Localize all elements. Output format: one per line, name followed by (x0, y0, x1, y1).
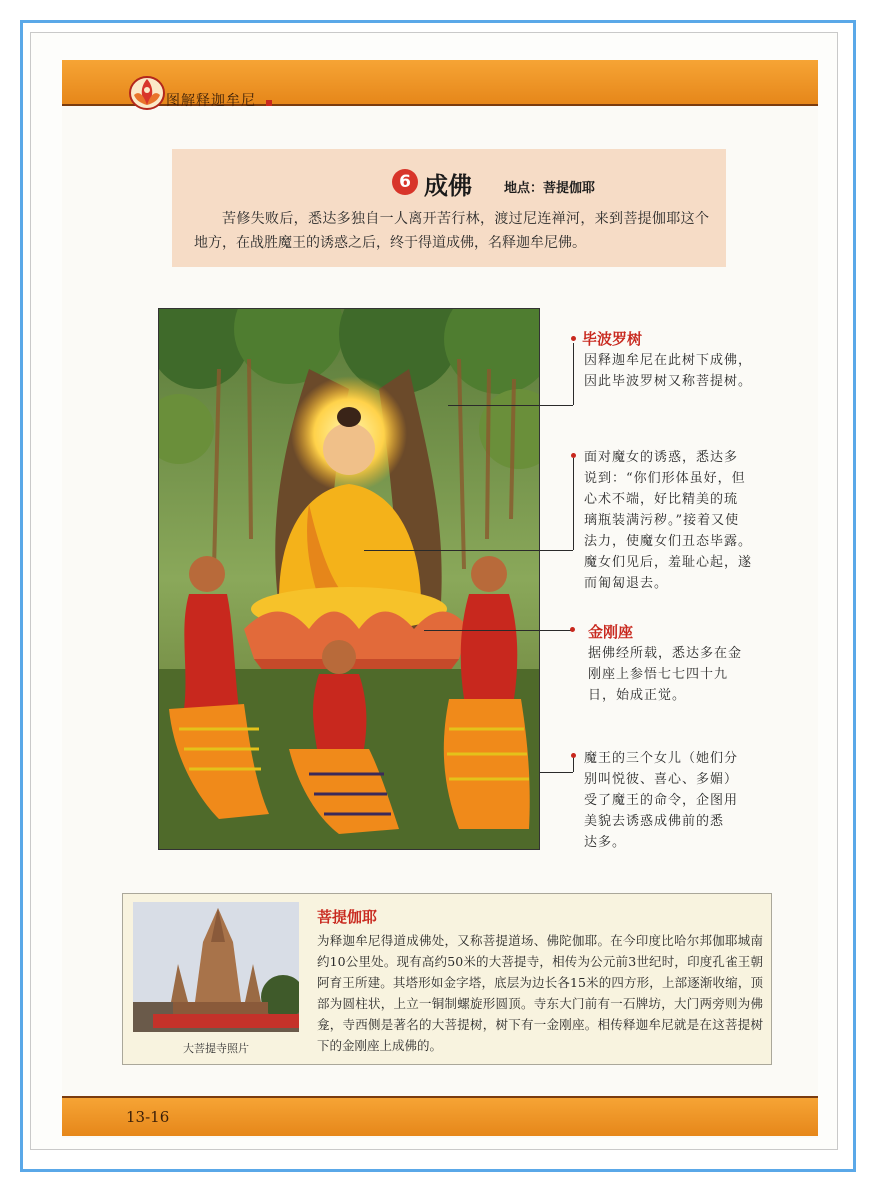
callout-marker (571, 336, 576, 341)
callout-marker (571, 453, 576, 458)
callout-text-bodhi-tree: 因释迦牟尼在此树下成佛， 因此毕波罗树又称菩提树。 (584, 353, 753, 389)
info-title: 菩提伽耶 (317, 908, 378, 926)
callout-connector (424, 630, 572, 631)
footer-bar (62, 1096, 818, 1136)
callout-title-bodhi-tree: 毕波罗树 (582, 330, 643, 348)
location-label: 地点：菩提伽耶 (504, 181, 596, 196)
callout-connector (540, 772, 573, 773)
callout-connector (364, 550, 573, 551)
intro-paragraph: 苦修失败后，悉达多独自一人离开苦行林，渡过尼连禅河，来到菩提伽耶这个地方，在战胜魔王的诱惑之后，终于得道成佛，名释迦牟尼佛。 (194, 211, 709, 251)
info-box-bodhgaya (122, 893, 772, 1065)
book-page (62, 60, 818, 1138)
info-paragraph: 为释迦牟尼得道成佛处，又称菩提道场、佛陀伽耶。在今印度比哈尔邦伽耶城南约10公里处。现有高约50米的大菩提寺，相传为公元前3世纪时，印度孔雀王朝阿育王所建。其塔形如金字塔，底层为边长各15米的四方形，上部逐渐收缩，顶部为圆柱状，上立一铜制螺旋形圆顶。寺东大门前有一石牌坊，大门两旁则为佛龛，寺西侧是著名的大菩提树，树下有一金刚座。相传释迦牟尼就是在这菩提树下的金刚座上成佛的。 (317, 933, 763, 1053)
callout-marker (571, 753, 576, 758)
callout-text-mara-daughters: 魔王的三个女儿（她们分 别叫悦彼、喜心、多媚） 受了魔王的命令，企图用 美貌去诱惑成佛前的悉 达多。 (584, 751, 739, 850)
callout-connector (448, 405, 573, 406)
title-marker (266, 100, 272, 106)
callout-title-vajra-seat: 金刚座 (588, 623, 634, 641)
callout-text-temptation: 面对魔女的诱惑，悉达多 说到：“你们形体虽好，但 心术不端，好比精美的琉 璃瓶装满污秽。”接着又使 法力，使魔女们丑态毕露。 魔女们见后，羞耻心起，遂 而匍匐退去。 (584, 450, 753, 591)
callout-text-vajra-seat: 据佛经所载，悉达多在金 刚座上参悟七七四十九 日，始成正觉。 (588, 646, 743, 703)
callout-marker (570, 627, 575, 632)
book-title: 图解释迦牟尼 (166, 93, 256, 109)
mahabodhi-temple-photo (133, 902, 299, 1032)
chapter-title: 成佛 (424, 172, 472, 200)
intro-box (172, 149, 726, 267)
callout-connector (573, 343, 574, 405)
lotus-logo-icon (128, 73, 166, 113)
page-number: 13-16 (126, 1108, 170, 1126)
photo-caption: 大菩提寺照片 (183, 1042, 249, 1055)
chapter-number-badge: 6 (392, 169, 418, 195)
buddha-painting (158, 308, 540, 850)
callout-connector (573, 458, 574, 550)
